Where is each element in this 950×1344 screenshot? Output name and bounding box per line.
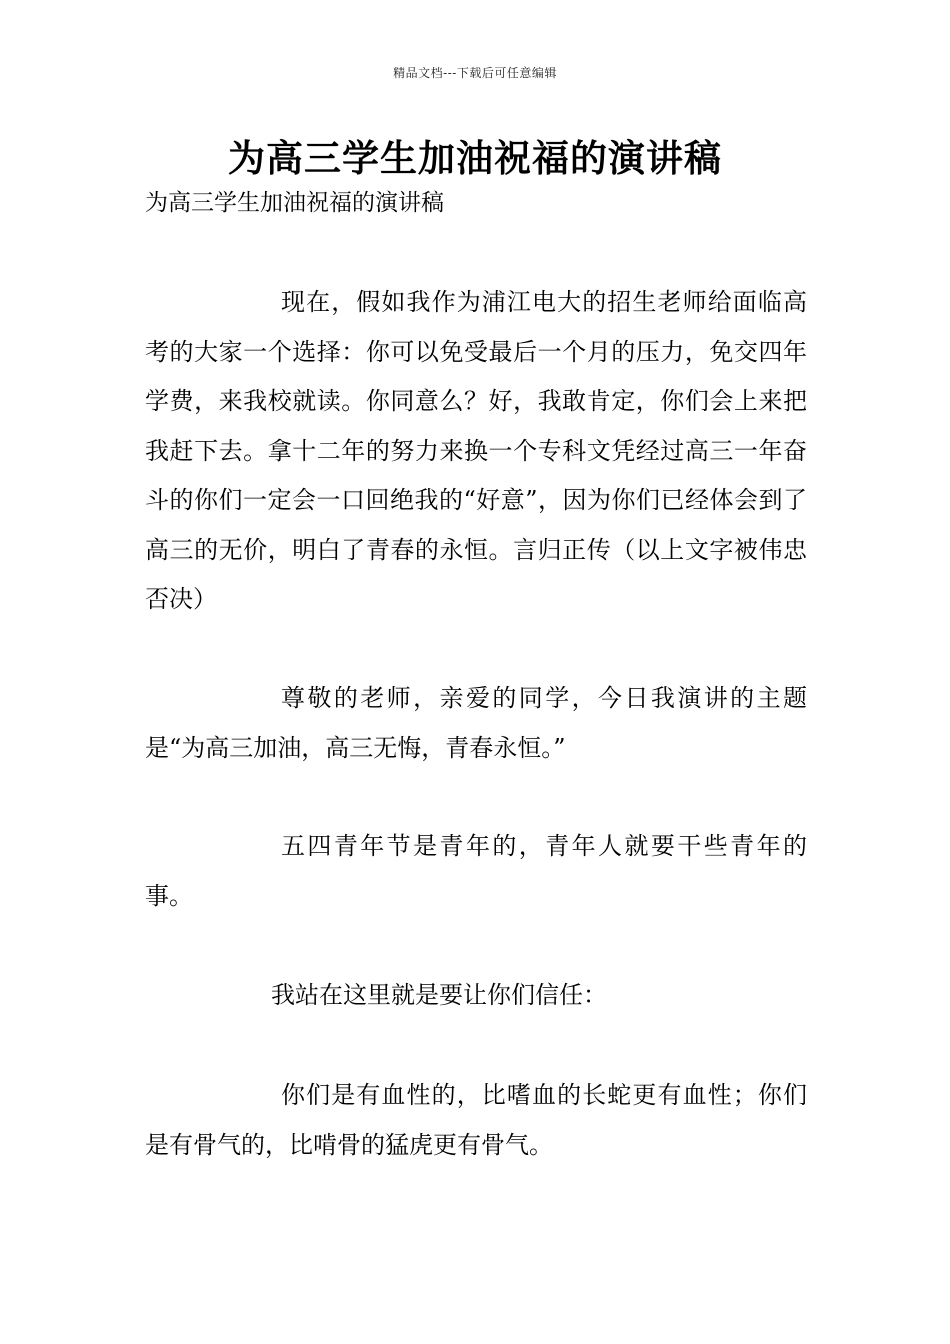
paragraph: 五四青年节是青年的，青年人就要干些青年的事。: [145, 832, 807, 910]
paragraph: 你们是有血性的，比嗜血的长蛇更有血性；你们是有骨气的，比啃骨的猛虎更有骨气。: [145, 1081, 807, 1159]
document-subtitle: 为高三学生加油祝福的演讲稿: [145, 190, 444, 216]
paragraph: 我站在这里就是要让你们信任：: [271, 981, 607, 1009]
header-note: 精品文档---下载后可任意编辑: [393, 66, 557, 80]
paragraph: 尊敬的老师，亲爱的同学，今日我演讲的主题是“为高三加油，高三无悔，青春永恒。”: [145, 684, 807, 762]
page-title: 为高三学生加油祝福的演讲稿: [228, 137, 722, 180]
paragraph: 现在，假如我作为浦江电大的招生老师给面临高考的大家一个选择：你可以免受最后一个月的压力，免交四年学费，来我校就读。你同意么？好，我敢肯定，你们会上来把我赶下去。拿十二年的努力来换一个专科文凭经过高三一年奋斗的你们一定会一口回绝我的“好意”，因为你们已经体会到了高三的无价，明白了青春的永恒。言归正传（以上文字被伟忠否决）: [145, 288, 807, 613]
